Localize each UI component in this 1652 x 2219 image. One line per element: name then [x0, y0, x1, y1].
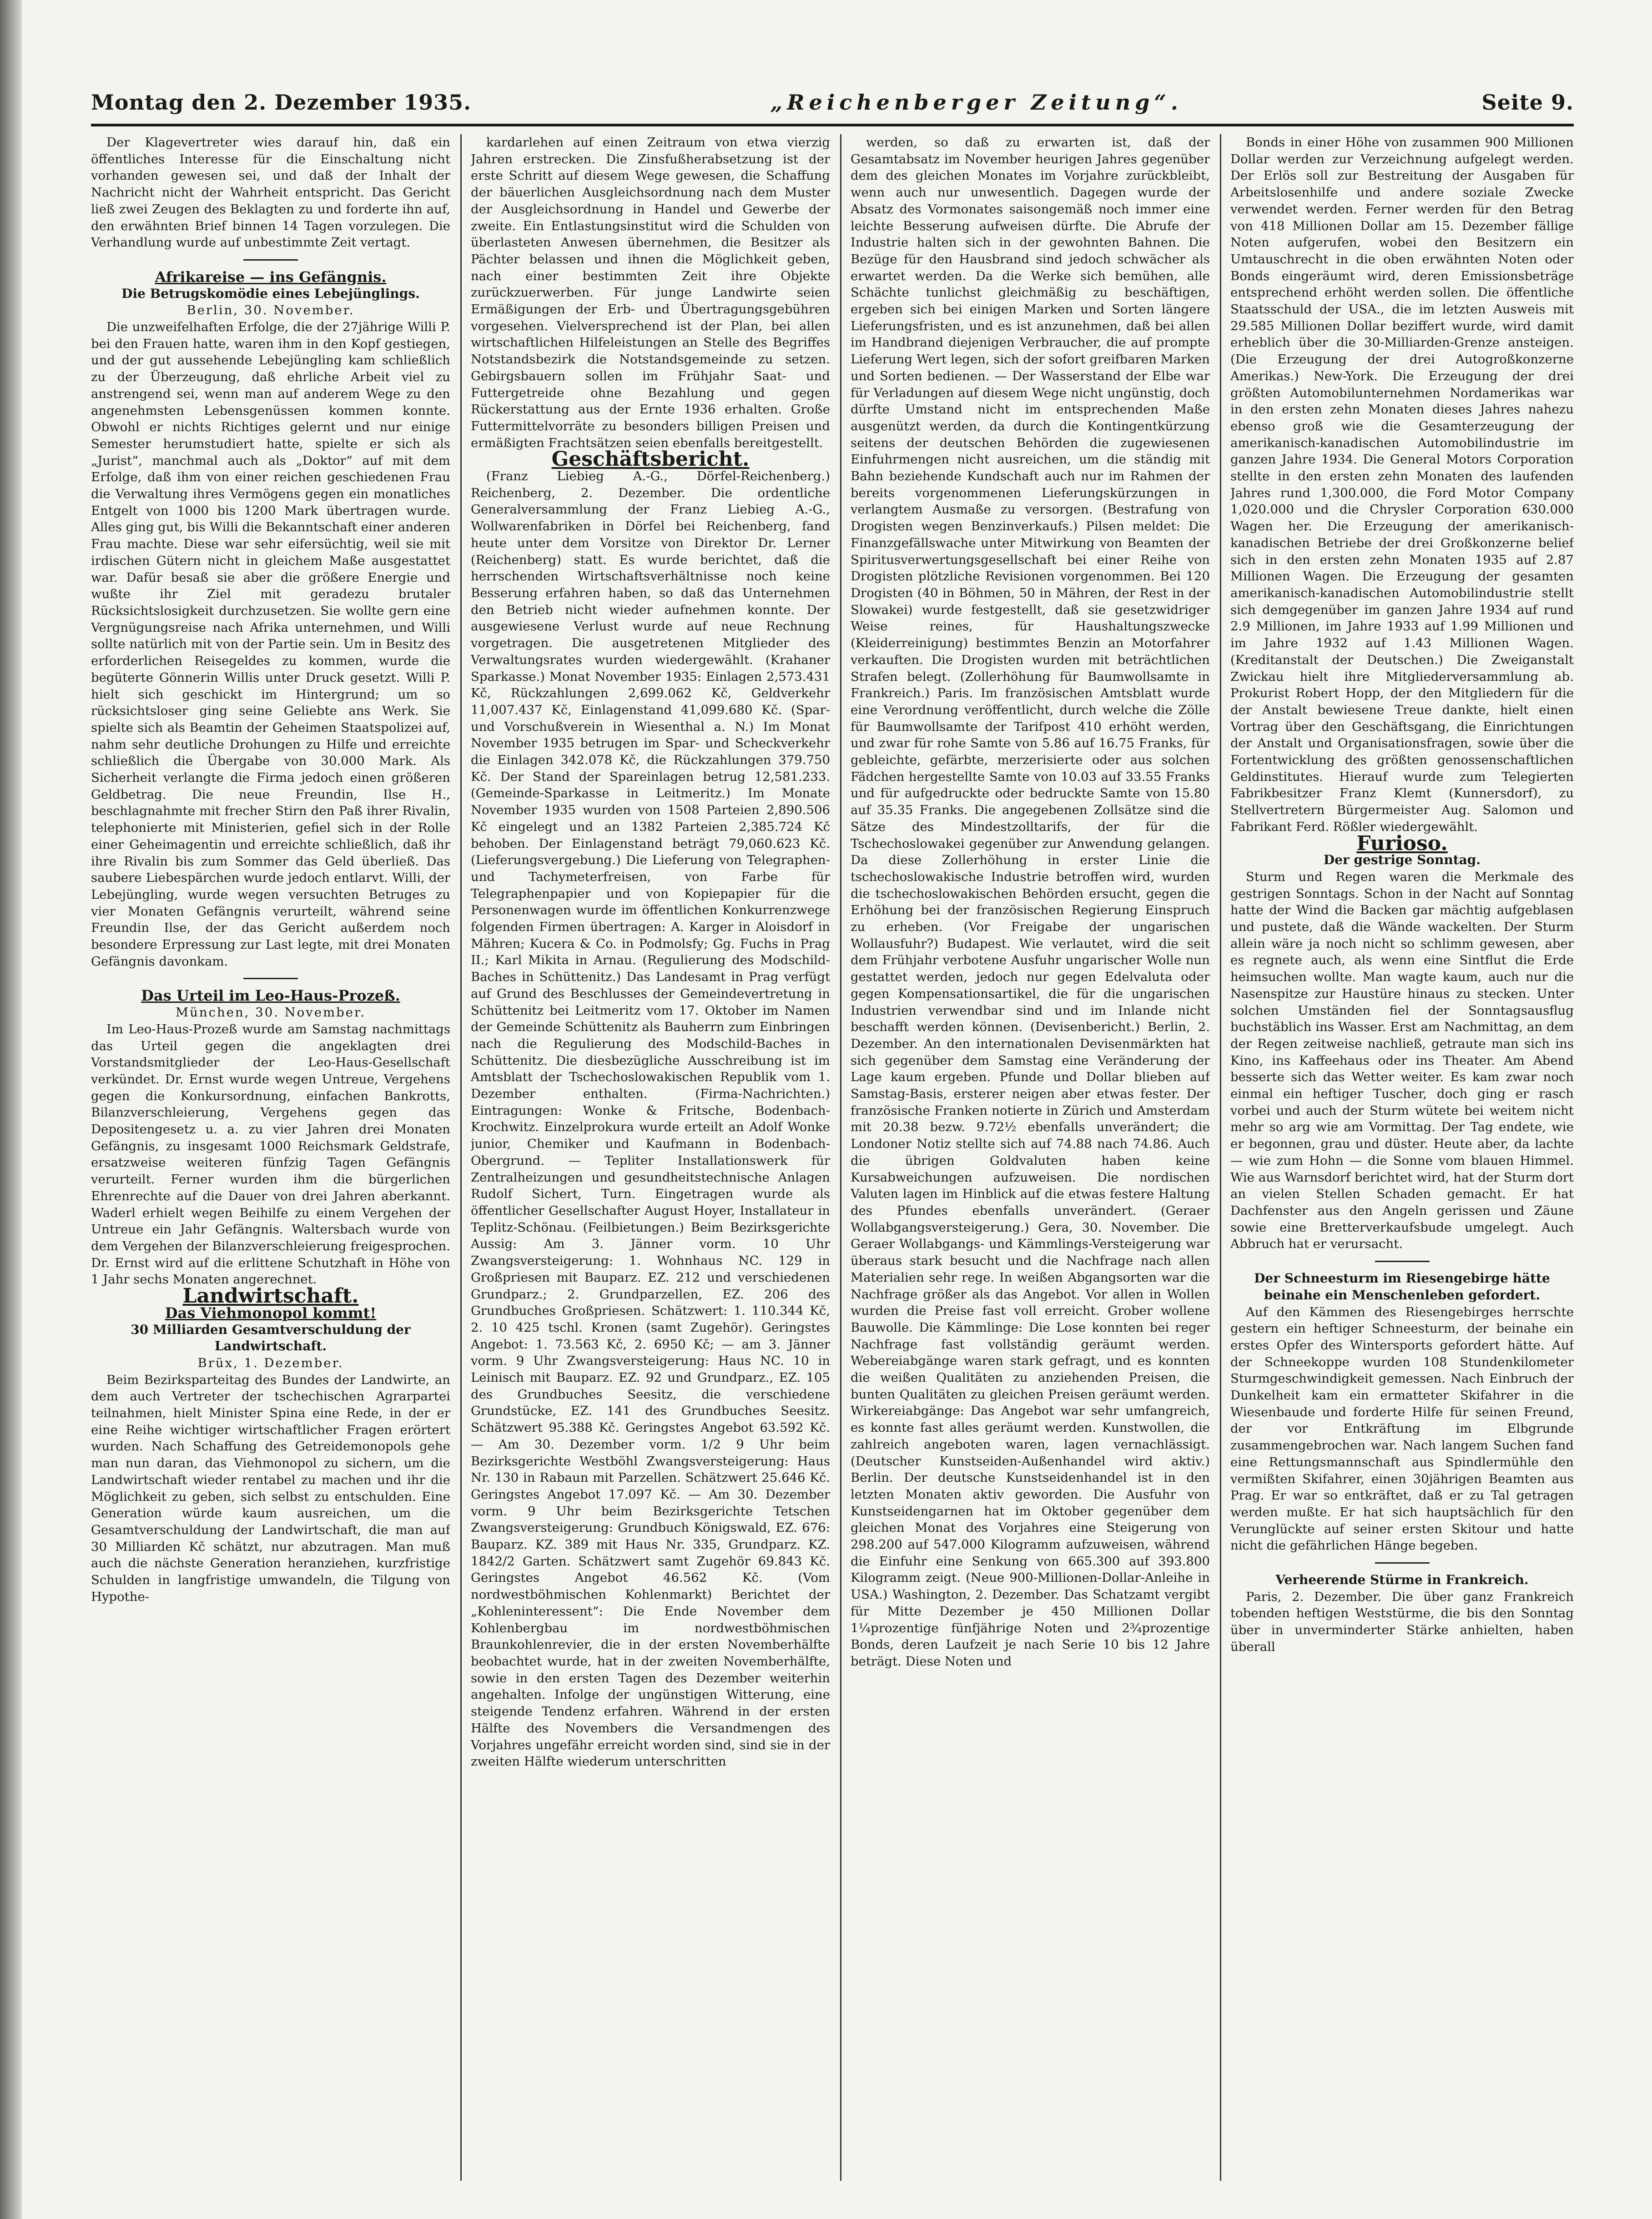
article-subtitle: 30 Milliarden Gesamtverschuldung der Landwirtschaft.: [131, 1322, 411, 1354]
article-body: Die unzweifelhaften Erfolge, die der 27jährige Willi P. bei den Frauen hatte, waren ihm in den Kopf gestiegen, und der gut aussehende Lebejüngling kam schließlich zu der Überzeugung, daß ehrliche Arbeit viel zu anstrengend sei, wenn man auf anderem Wege zu den angenehmsten Lebensgenüssen kommen konnte. Obwohl er nichts Richtiges gelernt und nur einige Semester herumstudiert hatte, spielte er sich als „Jurist“, manchmal auch als „Doktor“ auf mit dem Erfolge, daß ihm von einer reichen geschiedenen Frau die Verwaltung ihres Vermögens gegen ein monatliches Entgelt von 1000 bis 1200 Mark übertragen wurde. Alles ging gut, bis Willi die Bekanntschaft einer anderen Frau machte. Diese war sehr eifersüchtig, weil sie mit irdischen Gütern nicht in gleichem Maße ausgestattet war. Dafür besaß sie aber die größere Energie und wußte ihr Ziel mit geradezu brutaler Rücksichtslosigkeit durchzusetzen. Sie wollte gern eine Vergnügungsreise nach Afrika unternehmen, und Willi sollte natürlich mit von der Partie sein. Um in Besitz des erforderlichen Reisegeldes zu kommen, wurde die begüterte Gönnerin Willis unter Druck gesetzt. Willi P. hielt sich geschickt im Hintergrund; um so rücksichtsloser ging seine Geliebte ans Werk. Sie spielte sich als Beamtin der Geheimen Staatspolizei auf, nahm sehr deutliche Drohungen zu Hilfe und erreichte schließlich die Übergabe von 30.000 Mark. Als Sicherheit verlangte die Firma jedoch einen größeren Geldbetrag. Die neue Freundin, Ilse H., beschlagnahmte mit frecher Stirn den Paß ihrer Rivalin, telephonierte mit Ministerien, gefiel sich in der Rolle einer Geheimagentin und erreichte schließlich, daß ihr ihre Rivalin bis zum Sommer das Geld überließ. Das saubere Liebespärchen wurde jedoch entlarvt. Willi, der Lebejüngling, wurde wegen versuchten Betruges zu vier Monaten Gefängnis verurteilt, während seine Freundin Ilse, der das Gericht außerdem noch besondere Erpressung zur Last legte, mit drei Monaten Gefängnis davonkam.: [91, 320, 450, 969]
article-title: Das Viehmonopol kommt!: [165, 1304, 377, 1322]
header-rule: [91, 124, 1574, 126]
article-body: Paris, 2. Dezember. Die über ganz Frankreich tobenden heftigen Weststürme, die bis den Sonntag über in unverminderter Stärke anhielten, haben überall: [1230, 1589, 1574, 1654]
article-dateline: Brüx, 1. Dezember.: [197, 1355, 344, 1370]
divider: [1375, 1261, 1430, 1262]
article-title: Verheerende Stürme in Frankreich.: [1275, 1572, 1529, 1588]
article-dateline: Berlin, 30. November.: [186, 303, 355, 318]
scan-left-margin: [0, 0, 22, 2219]
article-body: Im Leo-Haus-Prozeß wurde am Samstag nachmittags das Urteil gegen die angeklagten drei Vorstandsmitglieder der Leo-Haus-Gesellschaft verkündet. Dr. Ernst wurde wegen Untreue, Vergehens gegen die Konkursordnung, einfachen Bankrotts, Bilanzverschleierung, Vergehens gegen das Depositengesetz u. a. zu vier Jahren drei Monaten Gefängnis, zu insgesamt 1000 Reichsmark Geldstrafe, ersatzweise weiteren fünfzig Tagen Gefängnis verurteilt. Ferner wurden ihm die bürgerlichen Ehrenrechte auf die Dauer von drei Jahren aberkannt. Waderl erhielt wegen Beihilfe zu einem Vergehen der Untreue ein Jahr Gefängnis. Waltersbach wurde von dem Vergehen der Bilanzverschleierung freigesprochen. Dr. Ernst wird auf die erlittene Schutzhaft in Höhe von 1 Jahr sechs Monaten angerechnet.: [91, 1021, 450, 1287]
column-4: [1230, 134, 1574, 2181]
section-heading: Geschäftsbericht.: [551, 448, 750, 471]
article-body: Sturm und Regen waren die Merkmale des gestrigen Sonntags. Schon in der Nacht auf Sonntag hatte der Wind die Backen gar mächtig aufgeblasen und pustete, daß die Wände wackelten. Der Sturm allein wäre ja noch nicht so schlimm gewesen, aber es regnete auch, als wenn eine Sintflut die Erde heimsuchen wollte. Man wagte kaum, auch nur die Nasenspitze zur Haustüre hinaus zu stecken. Unter solchen Umständen fiel der Sonntagsausflug buchstäblich ins Wasser. Erst am Nachmittag, an dem der Regen zeitweise nachließ, getraute man sich ins Kino, ins Kaffeehaus oder ins Theater. Am Abend besserte sich das Wetter weiter. Es kam zwar noch einmal ein heftiger Tuscher, doch ging er rasch vorbei und auch der Sturm wütete bei weitem nicht mehr so arg wie am Vormittag. Der Tag endete, wie er begonnen, grau und düster. Heute aber, da lachte — wie zum Hohn — die Sonne vom blauen Himmel. Wie aus Warnsdorf berichtet wird, hat der Sturm dort an vielen Stellen Schaden gemacht. Er hat Dachfenster aus den Angeln gerissen und Zäune sowie eine Bretterverkaufsbude umgelegt. Auch Abbruch hat er verursacht.: [1230, 869, 1574, 1252]
column-rule: [840, 134, 841, 2181]
header-title: „Reichenberger Zeitung“.: [770, 90, 1183, 115]
page-header: [91, 82, 1574, 123]
article-dateline: München, 30. November.: [176, 1005, 366, 1020]
article-continuation: Der Klagevertreter wies darauf hin, daß ein öffentliches Interesse für die Einschaltung nicht vorhanden gewesen sei, und daß der Inhalt der Nachricht nicht der Wahrheit entspricht. Das Gericht ließ zwei Zeugen des Beklagten zu und forderte ihn auf, den erwähnten Brief binnen 14 Tagen vorzulegen. Die Verhandlung wurde auf unbestimmte Zeit vertagt.: [91, 135, 450, 250]
divider: [243, 978, 298, 979]
article-subtitle: Die Betrugskomödie eines Lebejünglings.: [121, 286, 420, 301]
article-title: Das Urteil im Leo-Haus-Prozeß.: [141, 987, 400, 1005]
business-news-body: Bonds in einer Höhe von zusammen 900 Millionen Dollar werden zur Verzeichnung aufgelegt werden. Der Erlös soll zur Bestreitung der Ausgaben für Arbeitslosenhilfe und andere soziale Zwecke verwendet werden. Ferner werden für den Betrag von 418 Millionen Dollar am 15. Dezember fällige Noten aufgerufen, wobei den Besitzern ein Umtauschrecht in die oben erwähnten Noten oder Bonds eingeräumt wird, deren Emissionsbeträge entsprechend erhöht werden sollen. Die öffentliche Staatsschuld der USA., die im letzten Ausweis mit 29.585 Millionen Dollar beziffert wurde, wird damit erheblich über die 30-Milliarden-Grenze ansteigen. (Die Erzeugung der drei Autogroßkonzerne Amerikas.) New-York. Die Erzeugung der drei größten Automobilunternehmen Nordamerikas war in den ersten zehn Monaten dieses Jahres nahezu ebenso groß wie die Gesamterzeugung der amerikanisch-kanadischen Automobilindustrie im ganzen Jahre 1934. Die General Motors Corporation stellte in den ersten zehn Monaten des laufenden Jahres rund 1,300.000, die Ford Motor Company 1,020.000 und die Chrysler Corporation 630.000 Wagen her. Die Erzeugung der amerikanisch-kanadischen Betriebe der drei Großkonzerne belief sich in den ersten zehn Monaten 1935 auf 2.87 Millionen Wagen. Die Erzeugung der gesamten amerikanisch-kanadischen Automobilindustrie stellt sich demgegenüber im ganzen Jahre 1934 auf rund 2.9 Millionen, im Jahre 1933 auf 1.99 Millionen und im Jahre 1932 auf 1.43 Millionen Wagen. (Kreditanstalt der Deutschen.) Die Zweiganstalt Zwickau hielt ihre Mitgliederversammlung ab. Prokurist Robert Hopp, der den Mitgliedern für die der Anstalt bewiesene Treue dankte, hielt einen Vortrag über den Geschäftsgang, die Einrichtungen der Anstalt und Organisationsfragen, sowie über die Fortentwicklung des größten genossenschaftlichen Geldinstitutes. Hierauf wurde zum Telegierten Fabrikbesitzer Franz Klemt (Kunnersdorf), zu Stellvertretern Bürgermeister Aug. Salomon und Fabrikant Ferd. Rößler wiedergewählt.: [1230, 135, 1574, 834]
article-body: Beim Bezirksparteitag des Bundes der Landwirte, an dem auch Vertreter der tschechischen Agrarpartei teilnahmen, hielt Minister Spina eine Rede, in der er eine Reihe wichtiger wirtschaftlicher Fragen erörtert wurden. Nach Schaffung des Getreidemonopols gehe man nun daran, das Viehmonopol zu sichern, um die Landwirtschaft wieder rentabel zu machen und ihr die Möglichkeit zu geben, sich selbst zu entschulden. Eine Generation würde kaum ausreichen, um die Gesamtverschuldung der Landwirtschaft, die man auf 30 Milliarden Kč schätzt, nur abzutragen. Man muß auch die nächste Generation heranziehen, kurzfristige Schulden in langfristige umwandeln, die Tilgung von Hypothe-: [91, 1372, 450, 1604]
business-news-body: werden, so daß zu erwarten ist, daß der Gesamtabsatz im November heurigen Jahres gegenüber dem des gleichen Monates im Vorjahre zurückbleibt, wenn auch nur unwesentlich. Dagegen wurde der Absatz des Vormonates saisongemäß noch immer eine leichte Besserung aufweisen dürfte. Die Abrufe der Industrie halten sich in der gewohnten Bahnen. Die Bezüge für den Hausbrand sind jedoch schwächer als erwartet werden. Da die Werke sich bemühen, alle Schächte tunlichst gleichmäßig zu beschäftigen, ergeben sich bei einigen Marken und Sorten längere Lieferungsfristen, und es ist anzunehmen, daß bei allen im Handbrand diejenigen Verbraucher, die auf prompte Lieferung Wert legen, sich der sofort greifbaren Marken und Sorten bedienen. — Der Wasserstand der Elbe war für Verladungen auf diesem Wege nicht ungünstig, doch dürfte Umstand nicht im entsprechenden Maße ausgenützt werden, da durch die Kontingentkürzung seitens der deutschen Behörden die zugewiesenen Einfuhrmengen nicht ausreichen, um die ständig mit Bahn beziehende Kundschaft auch nur im Rahmen der bereits vorgenommenen Lieferungskürzungen in verlangtem Ausmaße zu versorgen. (Bestrafung von Drogisten wegen Benzinverkaufs.) Pilsen meldet: Die Finanzgefällswache unter Mitwirkung von Beamten der Spiritusverwertungsgesellschaft bei einer Reihe von Drogisten plötzliche Revisionen vorgenommen. Bei 120 Drogisten (40 in Böhmen, 50 in Mähren, der Rest in der Slowakei) wurde festgestellt, daß sie gesetzwidriger Weise reines, für Haushaltungszwecke (Kleiderreinigung) bestimmtes Benzin an Motorfahrer verkauften. Die Drogisten wurden mit beträchtlichen Strafen belegt. (Zollerhöhung für Baumwollsamte in Frankreich.) Paris. Im französischen Amtsblatt wurde eine Verordnung veröffentlicht, durch welche die Zölle für Baumwollsamte der Tarifpost 410 erhöht werden, und zwar für rohe Samte von 5.86 auf 16.75 Franks, für gebleichte, gefärbte, merzerisierte oder aus solchen Fädchen hergestellte Samte von 10.03 auf 33.55 Franks und für aufgedruckte oder bedruckte Samte von 15.80 auf 35.35 Franks. Die angegebenen Zollsätze sind die Sätze des Mindestzolltarifs, der für die Tschechoslowakei gegenüber zur Anwendung gelangen. Da diese Zollerhöhung in erster Linie die tschechoslowakische Industrie betroffen wird, wurden die tschechoslowakischen Behörden ersucht, gegen die Erhöhung bei der französischen Regierung Einspruch zu erheben. (Vor Freigabe der ungarischen Wollausfuhr?) Budapest. Wie verlautet, wird die seit dem Frühjahr verbotene Ausfuhr ungarischer Wolle nun gestattet werden, jedoch nur gegen Edelvaluta oder gegen Kompensationsartikel, die für die ungarischen Industrien verwendbar sind und im Inlande nicht beschafft werden können. (Devisenbericht.) Berlin, 2. Dezember. An den internationalen Devisenmärkten hat sich gegenüber dem Samstag eine Veränderung der Lage kaum ergeben. Pfunde und Dollar blieben auf Samstag-Basis, ersterer neigen aber etwas fester. Der französische Franken notierte in Zürich und Amsterdam mit 20.38 bezw. 9.72½ ebenfalls unverändert; die Londoner Notiz stellte sich auf 74.88 nach 74.86. Auch die übrigen Goldvaluten haben keine Kursabweichungen aufzuweisen. Die nordischen Valuten lagen im Hinblick auf die etwas festere Haltung des Pfundes ebenfalls unverändert. (Geraer Wollabgangsversteigerung.) Gera, 30. November. Die Geraer Wollabgangs- und Kämmlings-Versteigerung war überaus stark besucht und die Nachfrage nach allen Materialien sehr rege. In weißen Abgangsorten war die Nachfrage größer als das Angebot. Vor allen in Wollen wurden die Preise fast voll erreicht. Grober wollene Bauwolle. Die Kämmlinge: Die Lose konnten bei reger Nachfrage fast vollständig geräumt werden. Webereiabgänge waren stark gefragt, und es konnten die weißen Qualitäten zu anziehenden Preisen, die bunten Qualitäten zu gleichen Preisen geräumt werden. Wirkereiabgänge: Das Angebot war sehr umfangreich, es konnte fast alles geräumt werden. Kunstwollen, die zahlreich angeboten waren, lagen vernachlässigt. (Deutscher Kunstseiden-Außenhandel wird aktiv.) Berlin. Der deutsche Kunstseidenhandel ist in den letzten Monaten aktiv geworden. Die Ausfuhr von Kunstseidengarnen hat im Oktober gegenüber dem gleichen Monat des Vorjahres eine Steigerung von 298.200 auf 547.000 Kilogramm aufzuweisen, während die Einfuhr eine Senkung von 665.300 auf 393.800 Kilogramm zeigt. (Neue 900-Millionen-Dollar-Anleihe in USA.) Washington, 2. Dezember. Das Schatzamt vergibt für Mitte Dezember je 450 Millionen Dollar 1¼prozentige fünfjährige Noten und 2¾prozentige Bonds, deren Laufzeit je nach Serie 10 bis 12 Jahre beträgt. Diese Noten und: [851, 135, 1210, 1669]
column-rule: [1220, 134, 1221, 2181]
section-heading: Landwirtschaft.: [182, 1284, 359, 1308]
divider: [1375, 1562, 1430, 1564]
article-title: Der Schneesturm im Riesengebirge hätte beinahe ein Menschenleben gefordert.: [1254, 1271, 1550, 1303]
column-1: [91, 134, 450, 2181]
divider: [243, 259, 298, 261]
column-rule: [460, 134, 462, 2181]
article-subtitle: Der gestrige Sonntag.: [1323, 852, 1481, 868]
header-date: Montag den 2. Dezember 1935.: [91, 90, 472, 115]
column-3: [851, 134, 1210, 2181]
section-heading: Furioso.: [1356, 831, 1448, 855]
header-page-number: Seite 9.: [1481, 90, 1574, 115]
article-continuation: kardarlehen auf einen Zeitraum von etwa vierzig Jahren erstrecken. Die Zinsfußherabsetzung ist der erste Schritt auf diesem Wege gewesen, die Schaffung der bäuerlichen Ausgleichsordnung nach dem Muster der Ausgleichsordnung in Handel und Gewerbe der zweite. Ein Entlastungsinstitut wird die Schulden von überlasteten Anwesen übernehmen, die Besitzer als Pächter belassen und ihnen die Möglichkeit geben, nach einer bestimmten Zeit ihre Objekte zurückzuerwerben. Für junge Landwirte seien Ermäßigungen der Erb- und Übertragungsgebühren vorgesehen. Vielversprechend ist der Plan, bei allen wirtschaftlichen Hilfeleistungen an Stelle des Begriffes Notstandsbezirk die Notstandsgemeinde zu setzen. Gebirgsbauern sollen im Frühjahr Saat- und Futtergetreide ohne Bezahlung und gegen Rückerstattung aus der Ernte 1936 erhalten. Große Futtermittelvorräte zu besonders billigen Preisen und ermäßigten Frachtsätzen seien ebenfalls bereitgestellt.: [471, 135, 830, 450]
article-body: Auf den Kämmen des Riesengebirges herrschte gestern ein heftiger Schneesturm, der beinahe ein erstes Opfer des Wintersports gefordert hätte. Auf der Schneekoppe wurden 108 Stundenkilometer Sturmgeschwindigkeit gemessen. Nach Einbruch der Dunkelheit kam ein ermatteter Skifahrer in die Wiesenbaude und forderte Hilfe für seinen Freund, der vor Entkräftung im Elbgrunde zusammengebrochen war. Nach langem Suchen fand eine Rettungsmannschaft aus Spindlermühle den vermißten Skifahrer, einen 30jährigen Beamten aus Prag. Er war so entkräftet, daß er zu Tal getragen werden mußte. Er hat sich hauptsächlich für den Verunglückte auf seiner ersten Skitour und hatte nicht die gefährlichen Hänge begeben.: [1230, 1304, 1574, 1553]
column-2: [471, 134, 830, 2181]
article-title: Afrikareise — ins Gefängnis.: [155, 268, 387, 286]
business-news-body: (Franz Liebieg A.-G., Dörfel-Reichenberg.) Reichenberg, 2. Dezember. Die ordentliche Generalversammlung der Franz Liebieg A.-G., Wollwarenfabriken in Dörfel bei Reichenberg, fand heute unter dem Vorsitze von Direktor Dr. Lerner (Reichenberg) statt. Es wurde berichtet, daß die herrschenden Wirtschaftsverhältnisse noch keine Besserung erfahren haben, so daß das Unternehmen den Betrieb nicht wieder aufnehmen konnte. Der ausgewiesene Verlust wurde auf neue Rechnung vorgetragen. Die ausgetretenen Mitglieder des Verwaltungsrates wurden wiedergewählt. (Krahaner Sparkasse.) Monat November 1935: Einlagen 2,573.431 Kč, Rückzahlungen 2,699.062 Kč, Geldverkehr 11,007.437 Kč, Einlagenstand 41,099.680 Kč. (Spar- und Vorschußverein in Wiesenthal a. N.) Im Monat November 1935 betrugen im Spar- und Scheckverkehr die Einlagen 342.078 Kč, die Rückzahlungen 379.750 Kč. Der Stand der Spareinlagen betrug 12,581.233. (Gemeinde-Sparkasse in Leitmeritz.) Im Monate November 1935 wurden von 1508 Parteien 2,890.506 Kč eingelegt und an 1382 Parteien 2,385.724 Kč behoben. Der Einlagenstand beträgt 79,060.623 Kč. (Lieferungsvergebung.) Die Lieferung von Telegraphen- und Tachymeterfreisen, von Farbe für Telegraphenpapier und von Kopiepapier für die Personenwagen wurde im öffentlichen Konkurrenzwege folgenden Firmen übertragen: A. Karger in Aloisdorf in Mähren; Kucera & Co. in Podmolsfy; Gg. Fuchs in Prag II.; Karl Mikita in Arnau. (Regulierung des Modschild-Baches in Schüttenitz.) Das Landesamt in Prag verfügt auf Grund des Beschlusses der Gemeindevertretung in Schüttenitz bei Leitmeritz vom 17. Oktober im Namen der Gemeinde Schüttenitz als Bauherrn zum Einbringen nach die Regulierung des Modschild-Baches in Schüttenitz. Die diesbezügliche Ausschreibung ist im Amtsblatt der Tschechoslowakischen Republik vom 1. Dezember enthalten. (Firma-Nachrichten.) Eintragungen: Wonke & Fritsche, Bodenbach-Krochwitz. Einzelprokura wurde erteilt an Adolf Wonke junior, Chemiker und Kaufmann in Bodenbach-Obergrund. — Tepliter Installationswerk für Zentralheizungen und gesundheitstechnische Anlagen Rudolf Sichert, Turn. Eingetragen wurde als öffentlicher Gesellschafter August Hoyer, Installateur in Teplitz-Schönau. (Feilbietungen.) Beim Bezirksgerichte Aussig: Am 3. Jänner vorm. 10 Uhr Zwangsversteigerung: 1. Wohnhaus NC. 129 in Großpriesen mit Bauparz. EZ. 212 und verschiedenen Grundparz.; 2. Grundparzellen, EZ. 206 des Grundbuches Großpriesen. Schätzwert: 1. 110.344 Kč, 2. 10 425 tschl. Kronen (samt Zugehör). Geringstes Angebot: 1. 73.563 Kč, 2. 6950 Kč; — am 3. Jänner vorm. 9 Uhr Zwangsversteigerung: Haus NC. 10 in Leinisch mit Bauparz. EZ. 92 und Grundparz., EZ. 105 des Grundbuches Seesitz, die verschiedene Grundstücke, EZ. 141 des Grundbuches Seesitz. Schätzwert 95.388 Kč. Geringstes Angebot 63.592 Kč. — Am 30. Dezember vorm. 1/2 9 Uhr beim Bezirksgerichte Westböhl Zwangsversteigerung: Haus Nr. 130 in Rabaun mit Parzellen. Schätzwert 25.646 Kč. Geringstes Angebot 17.097 Kč. — Am 30. Dezember vorm. 9 Uhr beim Bezirksgerichte Tetschen Zwangsversteigerung: Grundbuch Königswald, EZ. 676: Bauparz. KZ. 389 mit Haus Nr. 335, Grundparz. KZ. 1842/2 Garten. Schätzwert samt Zugehör 69.843 Kč. Geringstes Angebot 46.562 Kč. (Vom nordwestböhmischen Kohlenmarkt) Berichtet der „Kohleninteressent“: Die Ende November dem Kohlenbergbau im nordwestböhmischen Braunkohlenrevier, die in der ersten Novemberhälfte beobachtet wurde, hat in der zweiten Novemberhälfte, sowie in den ersten Tagen des Dezember weiterhin angehalten. Infolge der ungünstigen Witterung, eine steigende Tendenz erfahren. Während in der ersten Hälfte des Novembers die Versandmengen des Vorjahres ungefähr erreicht worden sind, sind sie in der zweiten Hälfte wiederum unterschritten: [471, 469, 830, 1769]
